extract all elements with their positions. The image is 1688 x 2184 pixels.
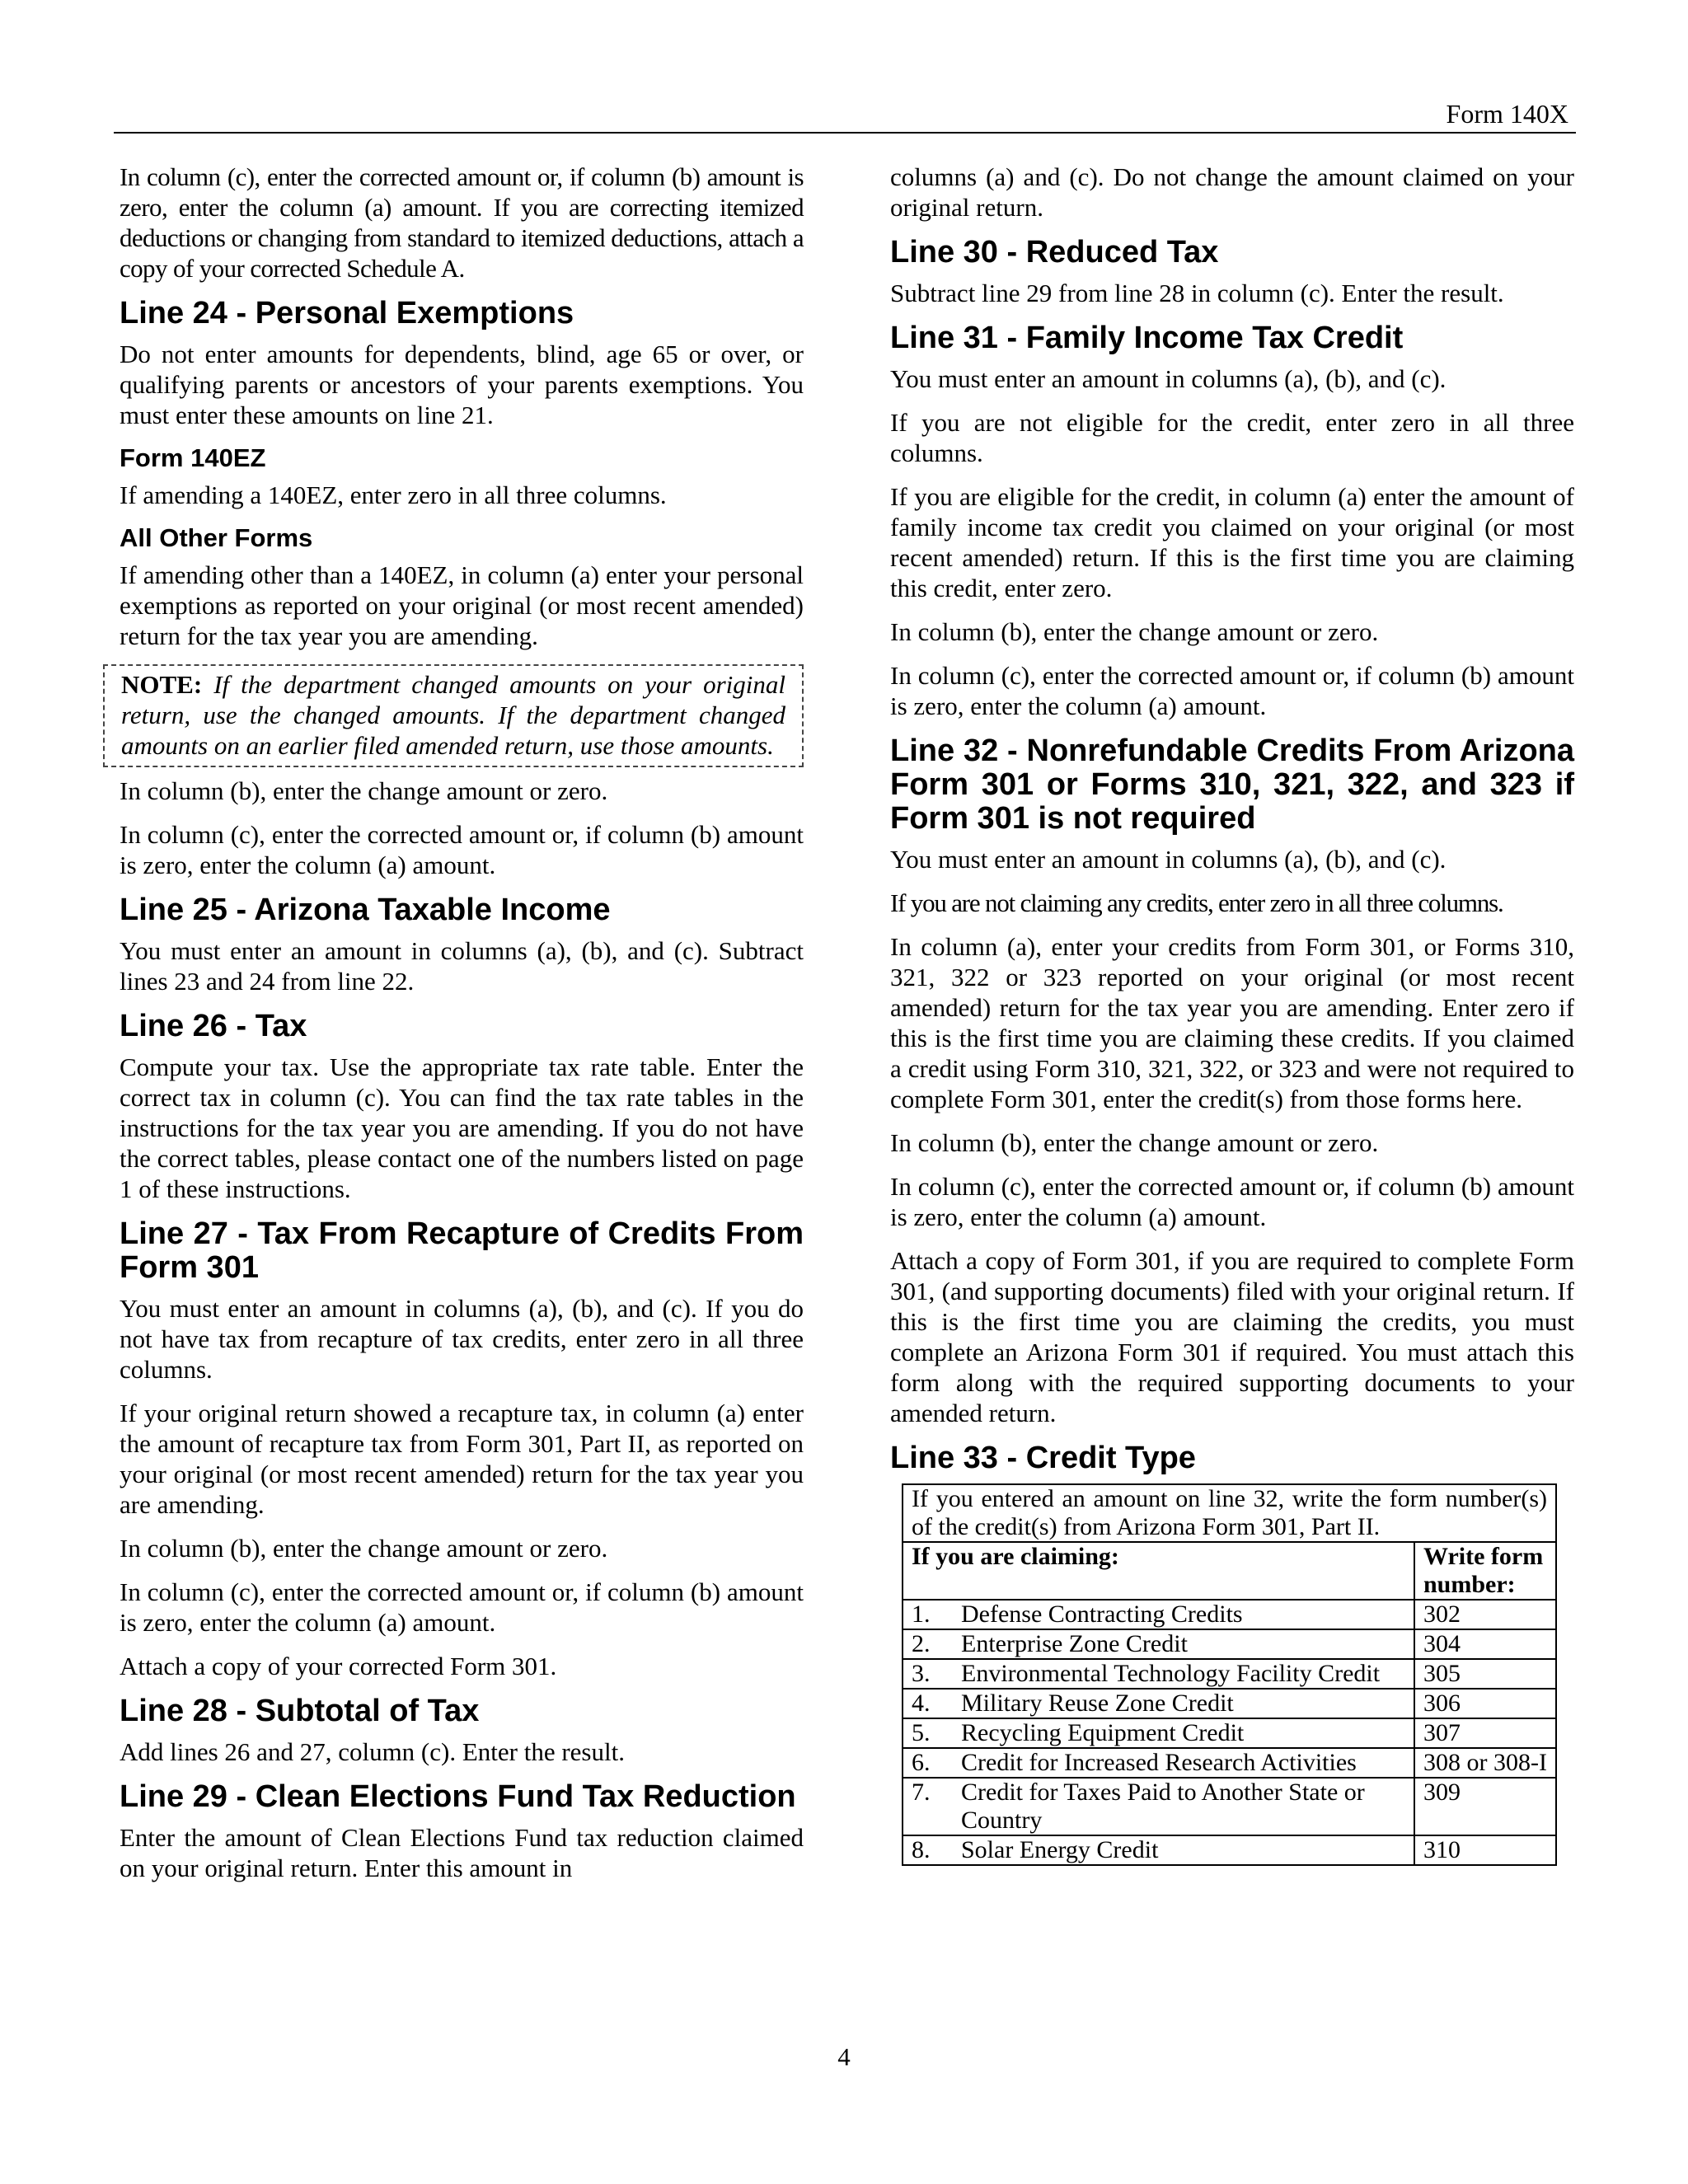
table-row: [903, 1718, 1556, 1748]
form-number: 308 or 308-I: [1414, 1748, 1556, 1778]
credit-name: Defense Contracting Credits: [961, 1601, 1243, 1628]
paragraph-line24-column-b: In column (b), enter the change amount or zero.: [120, 776, 608, 805]
paragraph-line27-recapture: If your original return showed a recapture tax, in column (a) enter the amount of recapture tax from Form 301, Part II, as reported on your original (or most recent amended) return for the tax year you are amending.: [120, 1399, 804, 1519]
table-header-form-number: Write form number:: [1414, 1542, 1556, 1600]
table-intro-cell: If you entered an amount on line 32, write the form number(s) of the credit(s) from Arizona Form 301, Part II.: [903, 1484, 1556, 1542]
left-column: [120, 162, 804, 1896]
table-row: [903, 1600, 1556, 1629]
table-row: [903, 1689, 1556, 1718]
table-row: [903, 1659, 1556, 1689]
heading-line-28: Line 28 - Subtotal of Tax: [120, 1694, 480, 1728]
credit-name: Recycling Equipment Credit: [961, 1719, 1245, 1746]
row-number: 8.: [912, 1836, 931, 1863]
paragraph-line27-attach: Attach a copy of your corrected Form 301.: [120, 1652, 557, 1680]
credit-name: Credit for Increased Research Activities: [961, 1749, 1357, 1776]
heading-line-27: Line 27 - Tax From Recapture of Credits From Form 301: [120, 1216, 804, 1285]
paragraph-line29-continued: columns (a) and (c). Do not change the amount claimed on your original return.: [890, 162, 1574, 222]
table-row: [903, 1748, 1556, 1778]
paragraph-line24-intro: Do not enter amounts for dependents, blind, age 65 or over, or qualifying parents or ancestors of your parents exemptions. You must enter these amounts on line 21.: [120, 340, 804, 429]
heading-line-33: Line 33 - Credit Type: [890, 1441, 1196, 1475]
paragraph-form-140ez: If amending a 140EZ, enter zero in all three columns.: [120, 480, 667, 509]
table-header-row: [903, 1542, 1556, 1600]
form-number: 309: [1414, 1778, 1556, 1835]
paragraph-line27-intro: You must enter an amount in columns (a), (b), and (c). If you do not have tax from recapture of tax credits, enter zero in all three columns.: [120, 1294, 804, 1384]
note-text: If the department changed amounts on your original return, use the changed amounts. If the department changed amounts on an earlier filed amended return, use those amounts.: [121, 670, 785, 760]
note-label: NOTE:: [121, 670, 203, 699]
paragraph-line27-column-b: In column (b), enter the change amount or zero.: [120, 1534, 608, 1563]
paragraph-line29: Enter the amount of Clean Elections Fund tax reduction claimed on your original return. Enter this amount in: [120, 1823, 804, 1882]
row-number: 3.: [912, 1660, 931, 1687]
paragraph-line31-column-b: In column (b), enter the change amount or zero.: [890, 617, 1379, 646]
paragraph-line32-column-c: In column (c), enter the corrected amount or, if column (b) amount is zero, enter the column (a) amount.: [890, 1172, 1574, 1231]
row-number: 7.: [912, 1779, 931, 1806]
header-rule: [114, 132, 1576, 134]
row-number: 1.: [912, 1601, 931, 1628]
paragraph-line28: Add lines 26 and 27, column (c). Enter the result.: [120, 1737, 625, 1766]
paragraph-line31-column-c: In column (c), enter the corrected amount or, if column (b) amount is zero, enter the column (a) amount.: [890, 661, 1574, 720]
row-number: 6.: [912, 1749, 931, 1776]
credit-name: Credit for Taxes Paid to Another State or Country: [961, 1779, 1365, 1834]
form-number: 306: [1414, 1689, 1556, 1718]
paragraph-line31-eligible: If you are eligible for the credit, in column (a) enter the amount of family income tax credit you claimed on your original (or most recent amended) return. If this is the first time you are claiming this credit, enter zero.: [890, 482, 1574, 602]
row-number: 2.: [912, 1630, 931, 1657]
paragraph-line32-column-a: In column (a), enter your credits from Form 301, or Forms 310, 321, 322 or 323 reported on your original (or most recent amended) return for the tax year you are amending. Enter zero if this is the first time you are claiming these credits. If you claimed a credit using Form 310, 321, 322, or 323 and were not required to complete Form 301, enter the credit(s) from those forms here.: [890, 932, 1574, 1113]
form-header-title: Form 140X: [1446, 99, 1568, 129]
form-number: 305: [1414, 1659, 1556, 1689]
paragraph-line26: Compute your tax. Use the appropriate tax rate table. Enter the correct tax in column (c). You can find the tax rate tables in the instructions for the tax year you are amending. If you do not have the correct tables, please contact one of the numbers listed on page 1 of these instructions.: [120, 1052, 804, 1203]
paragraph-line30: Subtract line 29 from line 28 in column (c). Enter the result.: [890, 279, 1504, 307]
heading-line-30: Line 30 - Reduced Tax: [890, 235, 1219, 269]
paragraph-line32-attach: Attach a copy of Form 301, if you are required to complete Form 301, (and supporting documents) filed with your original return. If this is the first time you are claiming the credits, you must complete an Arizona Form 301 if required. You must attach this form along with the required supporting documents to your amended return.: [890, 1246, 1574, 1427]
table-row: [903, 1778, 1556, 1835]
paragraph-line31-intro: You must enter an amount in columns (a), (b), and (c).: [890, 364, 1447, 393]
credit-name: Enterprise Zone Credit: [961, 1630, 1188, 1657]
paragraph-line23-column-c: In column (c), enter the corrected amount or, if column (b) amount is zero, enter the column (a) amount. If you are correcting itemized deductions or changing from standard to itemized deductions, attach a copy of your corrected Schedule A.: [120, 162, 804, 283]
credit-name: Solar Energy Credit: [961, 1836, 1159, 1863]
paragraph-line27-column-c: In column (c), enter the corrected amount or, if column (b) amount is zero, enter the column (a) amount.: [120, 1577, 804, 1637]
table-intro-row: [903, 1484, 1556, 1542]
paragraph-all-other-forms: If amending other than a 140EZ, in column (a) enter your personal exemptions as reported on your original (or most recent amended) return for the tax year you are amending.: [120, 560, 804, 650]
paragraph-line31-not-eligible: If you are not eligible for the credit, enter zero in all three columns.: [890, 408, 1574, 467]
credit-name: Environmental Technology Facility Credit: [961, 1660, 1381, 1687]
form-number: 307: [1414, 1718, 1556, 1748]
heading-line-25: Line 25 - Arizona Taxable Income: [120, 893, 611, 927]
heading-line-26: Line 26 - Tax: [120, 1009, 307, 1043]
form-number: 304: [1414, 1629, 1556, 1659]
paragraph-line24-column-c: In column (c), enter the corrected amount or, if column (b) amount is zero, enter the column (a) amount.: [120, 820, 804, 879]
table-header-claiming: If you are claiming:: [903, 1542, 1414, 1600]
page-number: 4: [837, 2042, 851, 2071]
heading-line-31: Line 31 - Family Income Tax Credit: [890, 321, 1404, 355]
credit-name: Military Reuse Zone Credit: [961, 1690, 1234, 1717]
paragraph-line32-column-b: In column (b), enter the change amount or zero.: [890, 1128, 1379, 1157]
paragraph-line32-intro: You must enter an amount in columns (a), (b), and (c).: [890, 845, 1447, 874]
subheading-form-140ez: Form 140EZ: [120, 443, 266, 472]
form-number: 310: [1414, 1835, 1556, 1865]
note-box: [103, 664, 804, 767]
paragraph-line32-no-credits: If you are not claiming any credits, enter zero in all three columns.: [890, 888, 1503, 917]
paragraph-line25: You must enter an amount in columns (a), (b), and (c). Subtract lines 23 and 24 from line 22.: [120, 936, 804, 996]
form-number: 302: [1414, 1600, 1556, 1629]
heading-line-32: Line 32 - Nonrefundable Credits From Arizona Form 301 or Forms 310, 321, 322, and 323 if Form 301 is not required: [890, 733, 1574, 836]
subheading-all-other-forms: All Other Forms: [120, 523, 313, 552]
heading-line-24: Line 24 - Personal Exemptions: [120, 296, 574, 330]
heading-line-29: Line 29 - Clean Elections Fund Tax Reduction: [120, 1779, 796, 1814]
table-row: [903, 1629, 1556, 1659]
row-number: 5.: [912, 1719, 931, 1746]
table-row: [903, 1835, 1556, 1865]
right-column: [890, 162, 1574, 1866]
credit-type-table: [902, 1483, 1557, 1866]
row-number: 4.: [912, 1690, 931, 1717]
